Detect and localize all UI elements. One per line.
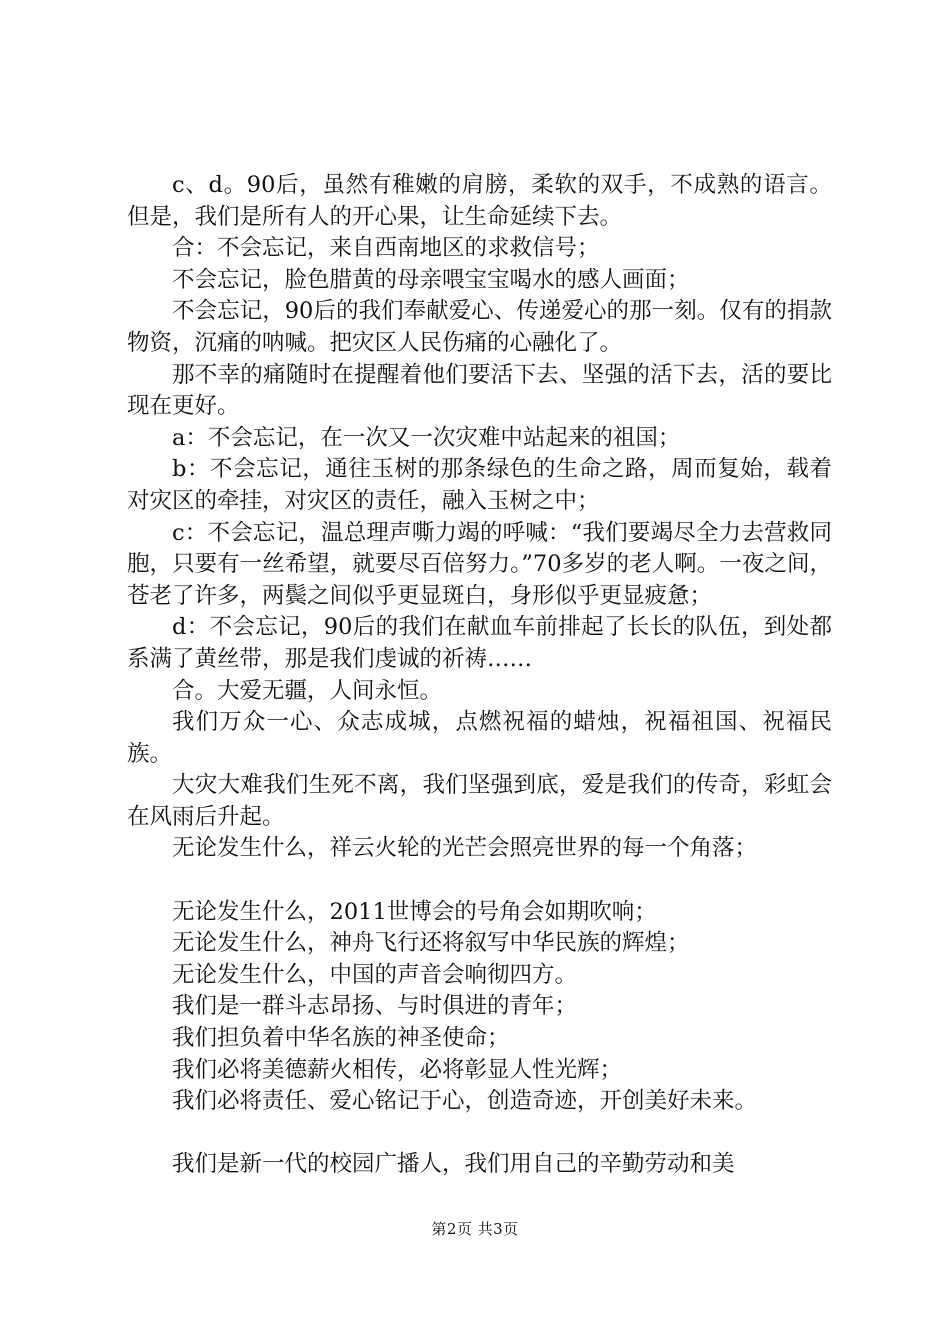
paragraph: 无论发生什么，2011世博会的号角会如期吹响；	[172, 898, 657, 925]
paragraph: 大灾大难我们生死不离，我们坚强到底，爱是我们的传奇，彩虹会在风雨后升起。	[127, 772, 832, 830]
paragraph: 我们是一群斗志昂扬、与时俱进的青年；	[172, 993, 578, 1020]
paragraph: 我们必将责任、爱心铭记于心，创造奇迹，开创美好未来。	[172, 1088, 758, 1115]
paragraph: 无论发生什么，神舟飞行还将叙写中华民族的辉煌；	[172, 930, 690, 957]
paragraph: c、d。90后，虽然有稚嫩的肩膀，柔软的双手，不成熟的语言。但是，我们是所有人的开心果，让生命延续下去。	[127, 172, 832, 230]
paragraph: 合。大爱无疆，人间永恒。	[172, 677, 443, 704]
paragraph: 无论发生什么，中国的声音会响彻四方。	[172, 961, 578, 988]
paragraph: 我们必将美德薪火相传，必将彰显人性光辉；	[172, 1056, 623, 1083]
paragraph: 那不幸的痛随时在提醒着他们要活下去、坚强的活下去，活的要比现在更好。	[127, 361, 832, 420]
paragraph: 我们是新一代的校园广播人，我们用自己的辛勤劳动和美	[172, 1151, 735, 1178]
body-text	[127, 170, 832, 1181]
paragraph: 不会忘记，90后的我们奉献爱心、传递爱心的那一刻。仅有的捐款物资，沉痛的呐喊。把灾区人民伤痛的心融化了。	[127, 298, 832, 356]
paragraph: b：不会忘记，通往玉树的那条绿色的生命之路，周而复始，载着对灾区的牵挂，对灾区的责任，融入玉树之中；	[127, 456, 832, 514]
paragraph: c：不会忘记，温总理声嘶力竭的呼喊：“我们要竭尽全力去营救同胞，只要有一丝希望，就要尽百倍努力。”70多岁的老人啊。一夜之间，苍老了许多，两鬓之间似乎更显斑白，身形似乎更显疲惫；	[127, 519, 832, 609]
paragraph: 我们万众一心、众志成城，点燃祝福的蜡烛，祝福祖国、祝福民族。	[127, 709, 832, 767]
paragraph: d：不会忘记，90后的我们在献血车前排起了长长的队伍，到处都系满了黄丝带，那是我们虔诚的祈祷……	[127, 614, 832, 672]
page-number-footer: 第2页 共3页	[431, 1220, 519, 1238]
paragraph: a：不会忘记，在一次又一次灾难中站起来的祖国；	[172, 424, 681, 451]
paragraph: 不会忘记，脸色腊黄的母亲喂宝宝喝水的感人画面；	[172, 266, 690, 293]
paragraph: 我们担负着中华名族的神圣使命；	[172, 1025, 510, 1052]
paragraph: 合：不会忘记，来自西南地区的求救信号；	[172, 235, 600, 262]
paragraph: 无论发生什么，祥云火轮的光芒会照亮世界的每一个角落；	[172, 835, 758, 862]
